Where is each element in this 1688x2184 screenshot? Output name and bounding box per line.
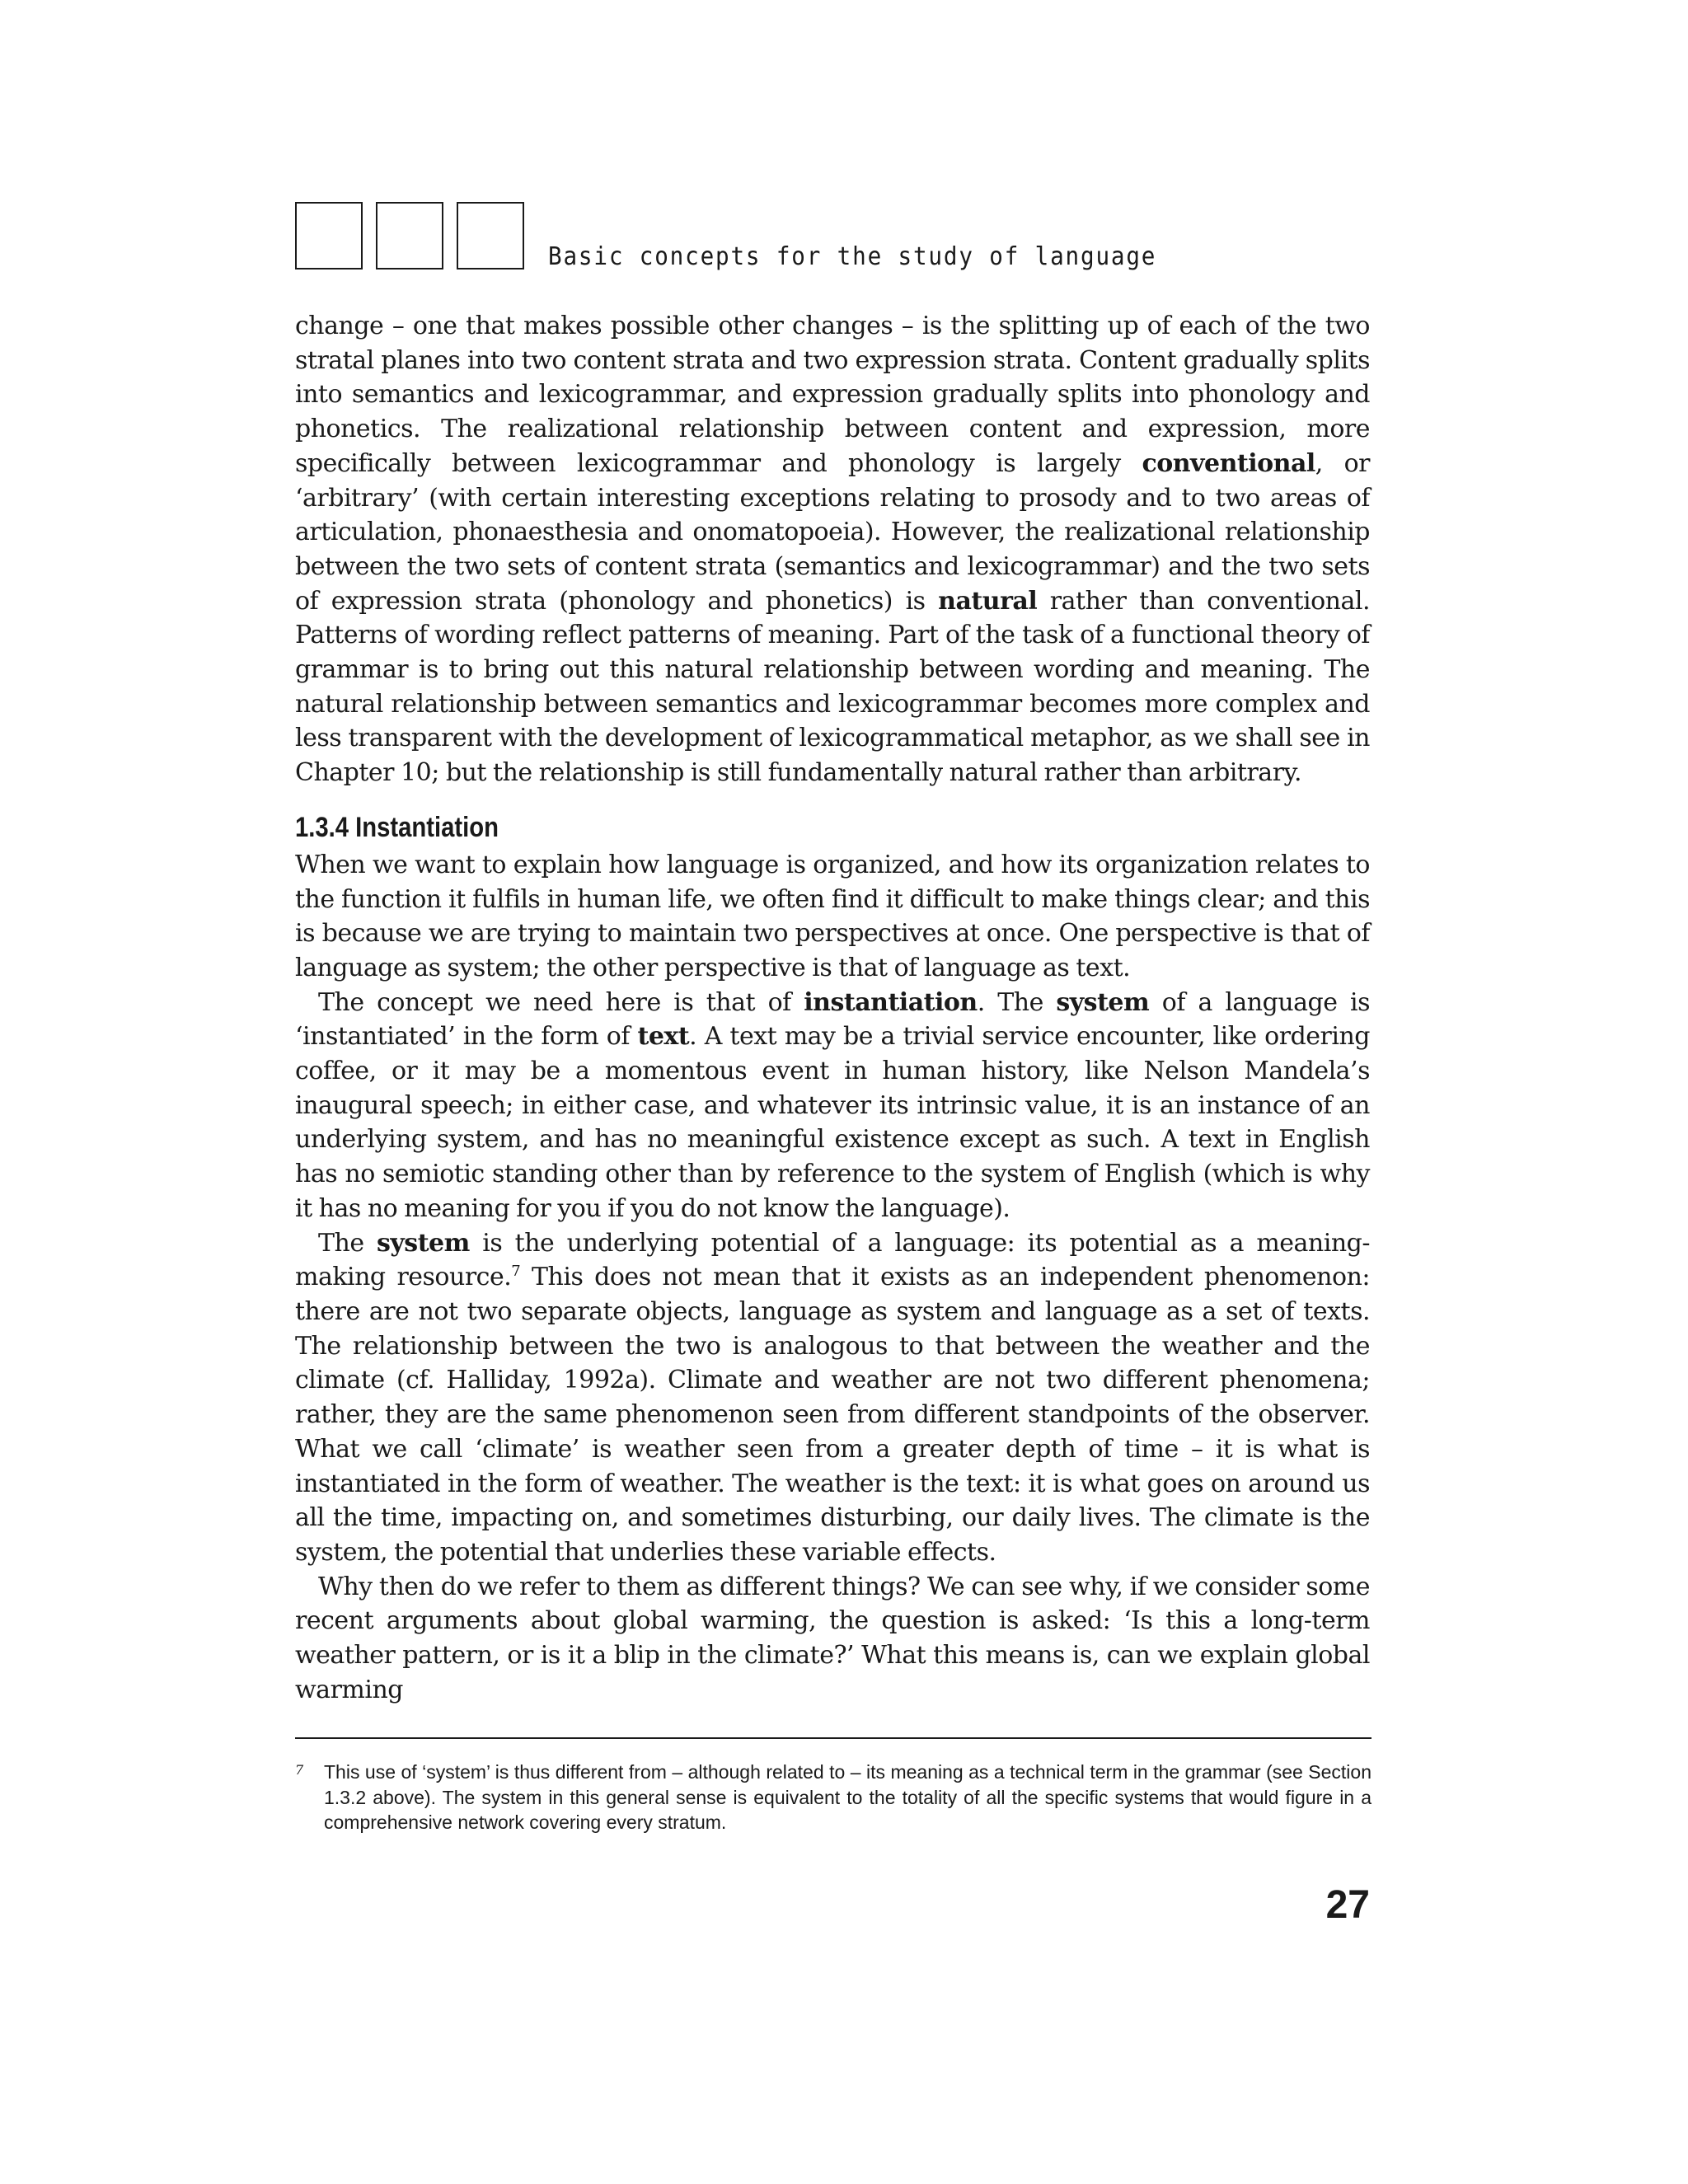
- running-head-title: Basic concepts for the study of language: [548, 242, 1157, 271]
- footnote: [295, 1760, 1372, 1835]
- term-text: text: [637, 1022, 690, 1052]
- footnote-rule: [295, 1737, 1372, 1739]
- body-text: [295, 309, 1370, 1707]
- paragraph-3: The concept we need here is that of instantiation. The system of a language is ‘instantiated’ in the form of text. A text may be a trivial service encounter, like ordering coffee, or it may be a momentous event in human history, like Nelson Mandela’s inaugural speech; in either case, and whatever its intrinsic value, it is an instance of an underlying system, and has no meaningful existence except as such. A text in English has no semiotic standing other than by reference to the system of English (which is why it has no meaning for you if you do not know the language).: [295, 987, 1370, 1223]
- footnote-text: This use of ‘system’ is thus different from – although related to – its meaning as a technical term in the grammar (see Section 1.3.2 above). The system in this general sense is equivalent to the totality of all the specific systems that would figure in a comprehensive network covering every stratum.: [324, 1761, 1372, 1833]
- term-conventional: conventional: [1142, 448, 1315, 478]
- paragraph-2: When we want to explain how language is organized, and how its organization relates to the function it fulfils in human life, we often find it difficult to make things clear; and this is because we are trying to maintain two perspectives at once. One perspective is that of language as system; the other perspective is that of language as text.: [295, 850, 1370, 982]
- paragraph-1: change – one that makes possible other changes – is the splitting up of each of the two stratal planes into two content strata and two expression strata. Content gradually splits into semantics and lexicogrammar, and expression gradually splits into phonology and phonetics. The realizational relationship between content and expression, more specifically between lexicogrammar and phonology is largely conventional, or ‘arbitrary’ (with certain interesting exceptions relating to prosody and to two areas of articulation, phonaesthesia and onomatopoeia). However, the realizational relationship between the two sets of content strata (semantics and lexicogrammar) and the two sets of expression strata (phonology and phonetics) is natural rather than conventional. Patterns of wording reflect patterns of meaning. Part of the task of a functional theory of grammar is to bring out this natural relationship between wording and meaning. The natural relationship between semantics and lexicogrammar becomes more complex and less transparent with the development of lexicogrammatical metaphor, as we shall see in Chapter 10; but the relationship is still fundamentally natural rather than arbitrary.: [295, 312, 1371, 788]
- page-number: 27: [1325, 1883, 1370, 1927]
- term-system: system: [1056, 987, 1150, 1017]
- term-system-2: system: [376, 1228, 470, 1258]
- footnote-reference[interactable]: 7: [511, 1263, 521, 1281]
- paragraph-4: The system is the underlying potential of a language: its potential as a meaning-making resource.$^7$ This does not mean that it exists as an independent phenomenon: there are not two separate objects, language as system and language as a set of texts. The relationship between the two is analogous to that between the weather and the climate (cf. Halliday, 1992a). Climate and weather are not two different phenomena; rather, they are the same phenomenon seen from different standpoints of the observer. What we call ‘climate’ is weather seen from a greater depth of time – it is what is instantiated in the form of weather. The weather is the text: it is what goes on around us all the time, impacting on, and sometimes disturbing, our daily lives. The climate is the system, the potential that underlies these variable effects.: [295, 1228, 1371, 1567]
- term-instantiation: instantiation: [804, 987, 978, 1017]
- section-heading: 1.3.4 Instantiation: [295, 811, 499, 843]
- header-box-1: [295, 202, 363, 269]
- paragraph-5: Why then do we refer to them as different things? We can see why, if we consider some recent arguments about global warming, the question is asked: ‘Is this a long-term weather pattern, or is it a blip in the climate?’ What this means is, can we explain global warming: [295, 1572, 1370, 1704]
- footnote-marker: 7: [295, 1762, 304, 1778]
- header-box-2: [376, 202, 443, 269]
- term-natural: natural: [938, 586, 1038, 616]
- header-box-3: [457, 202, 524, 269]
